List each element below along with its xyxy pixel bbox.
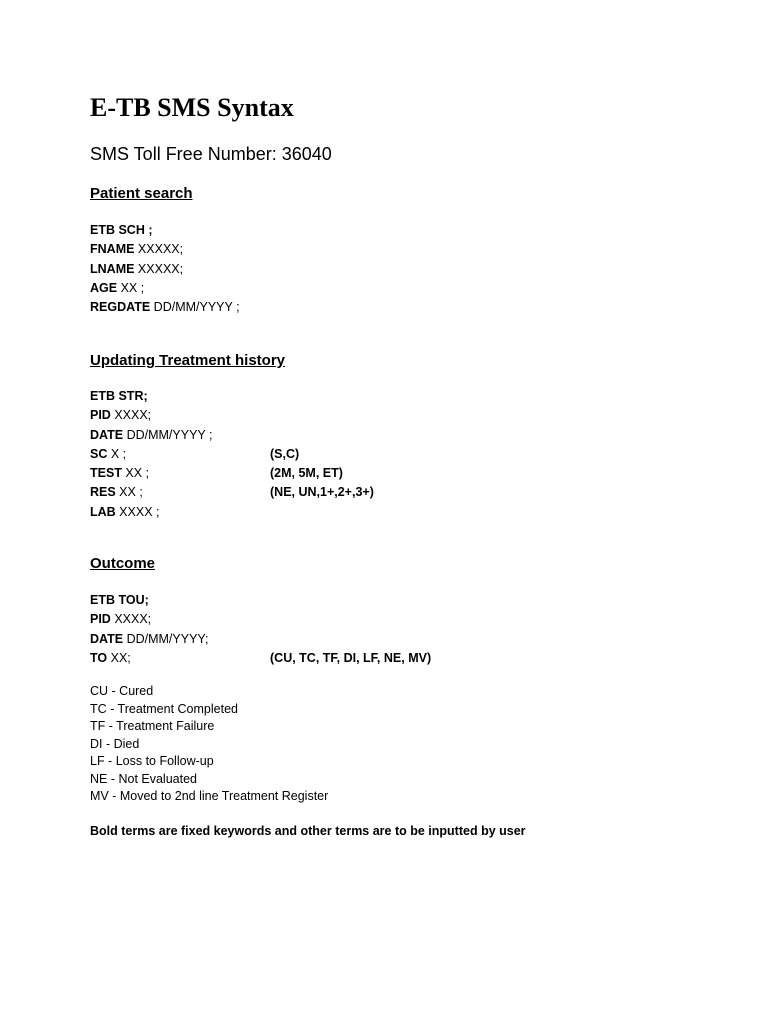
legend-item: TC - Treatment Completed (90, 701, 238, 716)
syntax-line (90, 240, 240, 259)
syntax-line (90, 464, 343, 483)
keyword: LAB (90, 504, 116, 519)
syntax-line (90, 426, 212, 445)
syntax-line (90, 221, 240, 240)
syntax-line (90, 503, 212, 522)
toll-free-number: SMS Toll Free Number: 36040 (90, 144, 332, 164)
keyword: DATE (90, 631, 124, 646)
value: XXXXX; (134, 261, 184, 276)
value: XX; (107, 650, 131, 665)
legend-item: TF - Treatment Failure (90, 719, 215, 733)
keyword: SC (90, 446, 108, 461)
keyword: ETB TOU; (90, 593, 149, 607)
keyword: LNAME (90, 261, 135, 276)
keyword: AGE (90, 280, 118, 295)
syntax-line (90, 649, 432, 668)
value: DD/MM/YYYY ; (150, 300, 240, 315)
allowed-values: (2M, 5M, ET) (270, 466, 343, 481)
legend-item: CU - Cured (90, 684, 154, 698)
keyword: RES (90, 485, 116, 500)
value: DD/MM/YYYY; (123, 631, 209, 646)
value: XXXX ; (115, 504, 160, 519)
outcome-code-legend (90, 683, 328, 806)
keyword: PID (90, 408, 111, 423)
keyword: FNAME (90, 242, 135, 257)
footnote: Bold terms are fixed keywords and other terms are to be inputted by user (90, 824, 526, 838)
value: DD/MM/YYYY ; (123, 427, 213, 442)
syntax-line (90, 630, 208, 649)
allowed-values: (S,C) (270, 446, 300, 461)
value: X ; (107, 446, 127, 461)
syntax-line (90, 387, 212, 406)
keyword: ETB SCH ; (90, 223, 153, 237)
keyword: REGDATE (90, 300, 151, 315)
legend-item: NE - Not Evaluated (90, 771, 197, 786)
patient-search-syntax (90, 221, 240, 317)
section-heading-treatment-history: Updating Treatment history (90, 352, 286, 369)
syntax-line (90, 298, 240, 317)
document-title: E-TB SMS Syntax (90, 93, 294, 122)
syntax-line (90, 279, 240, 298)
value: XX ; (121, 466, 150, 481)
section-heading-patient-search: Patient search (90, 185, 193, 202)
allowed-values: (NE, UN,1+,2+,3+) (270, 485, 374, 500)
section-heading-outcome: Outcome (90, 555, 156, 572)
value: XX ; (117, 280, 145, 295)
value: XXXX; (110, 612, 152, 627)
syntax-line (90, 610, 208, 629)
treatment-history-syntax (90, 387, 374, 522)
keyword: PID (90, 612, 111, 627)
syntax-line (90, 406, 212, 425)
value: XX ; (115, 485, 143, 500)
keyword: DATE (90, 427, 124, 442)
allowed-values: (CU, TC, TF, DI, LF, NE, MV) (270, 650, 432, 665)
keyword: TEST (90, 466, 122, 481)
value: XXXX; (110, 408, 152, 423)
legend-item: MV - Moved to 2nd line Treatment Register (90, 789, 329, 803)
keyword: TO (90, 650, 108, 665)
syntax-line (90, 260, 240, 279)
syntax-line (90, 591, 208, 610)
syntax-line (90, 445, 300, 464)
legend-item: DI - Died (90, 736, 140, 751)
legend-item: LF - Loss to Follow-up (90, 754, 214, 768)
outcome-syntax (90, 591, 432, 668)
keyword: ETB STR; (90, 389, 148, 403)
syntax-line (90, 483, 374, 502)
value: XXXXX; (134, 242, 184, 257)
